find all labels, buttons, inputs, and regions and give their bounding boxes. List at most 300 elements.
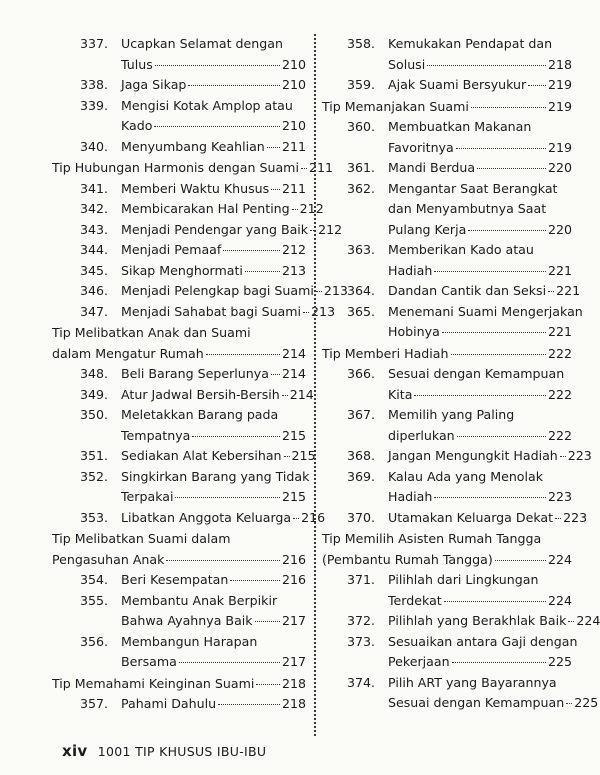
- dot-leader: [271, 189, 280, 190]
- toc-entry[interactable]: [322, 158, 572, 179]
- entry-title: Sesuai dengan Kemampuan: [388, 695, 565, 710]
- entry-title: Jangan Mengungkit Hadiah: [388, 448, 558, 463]
- entry-title: Kado: [121, 118, 153, 133]
- entry-body: [121, 591, 306, 632]
- entry-title: Menemani Suami Mengerjakan: [388, 303, 583, 319]
- page-ref: 212: [281, 242, 306, 257]
- entry-title: Pulang Kerja: [388, 221, 467, 237]
- section-line: [322, 550, 572, 571]
- entry-title: Memberi Waktu Khusus: [121, 180, 270, 196]
- dot-leader: [414, 395, 546, 396]
- toc-entry[interactable]: [322, 364, 572, 405]
- entry-body: [121, 467, 310, 508]
- section-heading[interactable]: [322, 344, 572, 365]
- section-title: Tip Memberi Hadiah: [322, 345, 449, 361]
- dot-leader: [451, 354, 546, 355]
- section-line: [322, 344, 572, 365]
- dot-leader: [155, 65, 280, 66]
- dot-leader: [442, 332, 546, 333]
- entry-title: Menjadi Pendengar yang Baik: [121, 221, 309, 237]
- entry-body: [388, 632, 578, 673]
- entry-line: [388, 673, 572, 694]
- page-ref: 212: [318, 221, 343, 237]
- entry-title: Pilihlah yang Berakhlak Baik: [388, 613, 567, 628]
- entry-title: diperlukan: [388, 427, 455, 443]
- toc-entry[interactable]: [52, 694, 306, 715]
- page-ref: 224: [576, 613, 600, 628]
- entry-title: Kalau Ada yang Menolak: [388, 468, 544, 484]
- dot-leader: [495, 560, 546, 561]
- entry-body: [121, 632, 306, 673]
- page-ref: 217: [281, 613, 306, 628]
- section-title: Tip Melibatkan Suami dalam: [52, 531, 231, 546]
- toc-entry[interactable]: [52, 220, 343, 241]
- entry-number: 374.: [346, 674, 375, 690]
- toc-entry[interactable]: [52, 281, 348, 302]
- dot-leader: [434, 497, 546, 498]
- dot-leader: [255, 621, 280, 622]
- toc-entry[interactable]: [52, 591, 306, 632]
- entry-number: 351.: [79, 448, 108, 463]
- dot-leader: [293, 518, 299, 519]
- column-divider: [314, 34, 316, 736]
- toc-entry[interactable]: [322, 632, 578, 673]
- page-ref: 216: [281, 572, 306, 587]
- entry-number: 361.: [346, 160, 375, 175]
- page-ref: 218: [281, 675, 306, 691]
- dot-leader: [568, 621, 574, 622]
- entry-line: [388, 322, 572, 343]
- dot-leader: [179, 662, 280, 663]
- entry-number: 371.: [346, 572, 375, 587]
- entry-number: 340.: [79, 138, 108, 154]
- toc-entry[interactable]: [322, 75, 572, 96]
- toc-entry[interactable]: [52, 240, 306, 261]
- dot-leader: [245, 271, 280, 272]
- section-title: Tip Hubungan Harmonis dengan Suami: [52, 160, 299, 175]
- entry-number: 357.: [79, 696, 108, 711]
- entry-line: [121, 261, 306, 282]
- section-title: Tip Memilih Asisten Rumah Tangga: [322, 531, 542, 546]
- entry-body: [388, 117, 572, 158]
- entry-line: [388, 34, 572, 55]
- toc-entry[interactable]: [322, 302, 583, 343]
- entry-title: Ajak Suami Bersyukur: [388, 77, 527, 92]
- toc-entry[interactable]: [52, 179, 306, 200]
- toc-entry[interactable]: [52, 75, 306, 96]
- entry-title: Tempatnya: [121, 427, 191, 443]
- toc-left-column: [52, 34, 348, 715]
- section-title: (Pembantu Rumah Tangga): [322, 551, 493, 567]
- entry-number: 373.: [346, 633, 375, 649]
- section-heading[interactable]: [52, 674, 306, 695]
- entry-title: Terdekat: [388, 592, 442, 608]
- section-title: dalam Mengatur Rumah: [52, 345, 204, 361]
- page-ref: 218: [281, 696, 306, 711]
- entry-number: 346.: [79, 283, 108, 298]
- entry-title: Mengisi Kotak Amplop atau: [121, 97, 293, 113]
- page-ref: 222: [547, 345, 572, 361]
- toc-entry[interactable]: [52, 385, 314, 406]
- dot-leader: [427, 65, 546, 66]
- entry-line: [121, 632, 306, 653]
- dot-leader: [477, 168, 546, 169]
- toc-entry[interactable]: [52, 446, 316, 467]
- entry-body: [121, 694, 306, 715]
- section-line: [52, 529, 306, 550]
- entry-body: [121, 405, 306, 446]
- entry-line: [388, 487, 572, 508]
- entry-line: [388, 632, 578, 653]
- page-ref: 216: [281, 551, 306, 567]
- page-ref: 216: [301, 509, 326, 525]
- page-ref: 219: [547, 77, 572, 92]
- entry-title: Kemukakan Pendapat dan: [388, 36, 553, 51]
- entry-body: [388, 673, 599, 714]
- entry-number: 341.: [79, 180, 108, 196]
- entry-title: Jaga Sikap: [121, 77, 187, 92]
- entry-number: 363.: [346, 242, 375, 257]
- entry-title: dan Menyambutnya Saat: [388, 201, 547, 216]
- toc-entry[interactable]: [52, 405, 306, 446]
- entry-body: [121, 364, 306, 385]
- entry-line: [388, 138, 572, 159]
- dot-leader: [468, 230, 546, 231]
- dot-leader: [548, 291, 554, 292]
- entry-title: Singkirkan Barang yang Tidak: [121, 468, 310, 484]
- entry-number: 367.: [346, 407, 375, 422]
- toc-entry[interactable]: [52, 632, 306, 673]
- page-ref: 224: [547, 592, 572, 608]
- toc-entry[interactable]: [322, 673, 599, 714]
- entry-body: [388, 179, 572, 241]
- toc-entry[interactable]: [52, 96, 306, 137]
- dot-leader: [267, 147, 280, 148]
- section-heading[interactable]: [52, 529, 306, 570]
- entry-title: Dandan Cantik dan Seksi: [388, 283, 547, 298]
- entry-line: [121, 116, 306, 137]
- dot-leader: [188, 85, 280, 86]
- toc-entry[interactable]: [322, 179, 572, 241]
- page-ref: 214: [281, 366, 306, 381]
- entry-body: [388, 611, 600, 632]
- entry-line: [388, 302, 583, 323]
- page-ref: 214: [289, 386, 314, 402]
- entry-line: [121, 281, 348, 302]
- toc-entry[interactable]: [52, 261, 306, 282]
- toc-entry[interactable]: [322, 240, 572, 281]
- toc-entry[interactable]: [52, 467, 310, 508]
- entry-line: [388, 508, 588, 529]
- entry-line: [388, 281, 581, 302]
- section-line: [322, 529, 572, 550]
- entry-title: Sesuai dengan Kemampuan: [388, 366, 565, 381]
- entry-body: [121, 137, 306, 158]
- entry-number: 348.: [79, 366, 108, 381]
- entry-title: Sesuaikan antara Gaji dengan: [388, 633, 578, 649]
- entry-body: [388, 405, 572, 446]
- page-ref: 218: [547, 56, 572, 72]
- dot-leader: [206, 354, 280, 355]
- entry-body: [388, 240, 572, 281]
- entry-line: [121, 137, 306, 158]
- entry-number: 364.: [346, 283, 375, 298]
- dot-leader: [555, 518, 561, 519]
- entry-number: 365.: [346, 303, 375, 319]
- entry-title: Menyumbang Keahlian: [121, 138, 265, 154]
- dot-leader: [154, 126, 279, 127]
- dot-leader: [566, 703, 572, 704]
- dot-leader: [175, 497, 279, 498]
- entry-title: Kita: [388, 386, 413, 402]
- entry-number: 343.: [79, 221, 108, 237]
- dot-leader: [284, 456, 290, 457]
- page-ref: 221: [547, 324, 572, 339]
- entry-line: [121, 302, 336, 323]
- toc-entry[interactable]: [322, 281, 581, 302]
- dot-leader: [282, 395, 288, 396]
- entry-body: [121, 385, 314, 406]
- entry-number: 339.: [79, 97, 108, 113]
- entry-line: [388, 467, 572, 488]
- entry-body: [388, 364, 572, 405]
- dot-leader: [256, 684, 280, 685]
- dot-leader: [452, 662, 546, 663]
- entry-number: 350.: [79, 407, 108, 422]
- entry-line: [388, 220, 572, 241]
- entry-title: Sediakan Alat Kebersihan: [121, 448, 282, 463]
- toc-entry[interactable]: [322, 508, 588, 529]
- section-line: [52, 344, 306, 365]
- toc-entry[interactable]: [52, 199, 324, 220]
- page-ref: 223: [567, 448, 592, 463]
- entry-line: [121, 55, 306, 76]
- toc-entry[interactable]: [52, 137, 306, 158]
- entry-title: Hobinya: [388, 324, 440, 339]
- entry-title: Beri Kesempatan: [121, 572, 229, 587]
- section-title: Tip Memanjakan Suami: [322, 98, 469, 114]
- entry-body: [121, 96, 306, 137]
- page-ref: 225: [547, 654, 572, 669]
- page-ref: 211: [281, 180, 306, 196]
- entry-title: Pahami Dahulu: [121, 696, 217, 711]
- entry-number: 338.: [79, 77, 108, 92]
- entry-body: [121, 75, 306, 96]
- section-heading[interactable]: [52, 323, 306, 364]
- entry-title: Terpakai: [121, 489, 174, 504]
- page-ref: 224: [547, 551, 572, 567]
- entry-line: [388, 117, 572, 138]
- entry-title: Memberikan Kado atau: [388, 242, 534, 257]
- entry-line: [388, 570, 572, 591]
- entry-number: 337.: [79, 36, 108, 51]
- entry-line: [388, 652, 572, 673]
- toc-entry[interactable]: [52, 508, 326, 529]
- dot-leader: [434, 271, 546, 272]
- section-line: [52, 550, 306, 571]
- entry-title: Pilihlah dari Lingkungan: [388, 572, 539, 587]
- toc-entry[interactable]: [52, 302, 336, 323]
- entry-line: [388, 75, 572, 96]
- entry-line: [121, 385, 314, 406]
- toc-entry[interactable]: [322, 446, 592, 467]
- entry-title: Pilih ART yang Bayarannya: [388, 674, 557, 690]
- entry-number: 369.: [346, 468, 375, 484]
- section-line: [322, 97, 572, 118]
- toc-entry[interactable]: [322, 34, 572, 75]
- dot-leader: [218, 704, 280, 705]
- page-number: xiv: [62, 742, 88, 760]
- dot-leader: [560, 456, 566, 457]
- entry-body: [121, 281, 348, 302]
- page-ref: 214: [281, 345, 306, 361]
- page-ref: 222: [547, 386, 572, 402]
- page-ref: 221: [547, 262, 572, 278]
- entry-title: Tulus: [121, 56, 153, 72]
- toc-entry[interactable]: [52, 364, 306, 385]
- dot-leader: [230, 580, 280, 581]
- entry-title: Bersama: [121, 654, 177, 669]
- book-title: 1001 TIP KHUSUS IBU-IBU: [97, 744, 267, 759]
- entry-number: 356.: [79, 633, 108, 649]
- section-title: Pengasuhan Anak: [52, 551, 165, 567]
- dot-leader: [528, 85, 546, 86]
- entry-number: 344.: [79, 242, 108, 257]
- page-ref: 222: [547, 427, 572, 443]
- entry-number: 372.: [346, 613, 375, 628]
- entry-body: [121, 570, 306, 591]
- toc-entry[interactable]: [322, 467, 572, 508]
- dot-leader: [271, 374, 280, 375]
- entry-line: [121, 220, 343, 241]
- entry-number: 370.: [346, 509, 375, 525]
- entry-title: Membicarakan Hal Penting: [121, 201, 290, 216]
- entry-title: Libatkan Anggota Keluarga: [121, 509, 292, 525]
- entry-title: Menjadi Sahabat bagi Suami: [121, 303, 302, 319]
- entry-line: [388, 591, 572, 612]
- entry-line: [121, 364, 306, 385]
- entry-line: [388, 426, 572, 447]
- entry-line: [121, 652, 306, 673]
- entry-number: 355.: [79, 592, 108, 608]
- entry-line: [388, 261, 572, 282]
- entry-title: Pekerjaan: [388, 654, 450, 669]
- entry-title: Mengantar Saat Berangkat: [388, 180, 558, 196]
- entry-body: [121, 261, 306, 282]
- dot-leader: [457, 436, 546, 437]
- toc-entry[interactable]: [322, 117, 572, 158]
- entry-title: Hadiah: [388, 262, 433, 278]
- entry-number: 345.: [79, 262, 108, 278]
- entry-title: Utamakan Keluarga Dekat: [388, 509, 554, 525]
- page-ref: 211: [308, 160, 333, 175]
- section-heading[interactable]: [52, 158, 333, 179]
- entry-title: Favoritnya: [388, 139, 454, 155]
- entry-line: [388, 158, 572, 179]
- entry-line: [121, 199, 324, 220]
- entry-title: Membantu Anak Berpikir: [121, 592, 278, 608]
- entry-body: [388, 446, 592, 467]
- section-heading[interactable]: [322, 97, 572, 118]
- entry-line: [388, 364, 572, 385]
- dot-leader: [301, 168, 307, 169]
- entry-number: 354.: [79, 572, 108, 587]
- entry-title: Membangun Harapan: [121, 633, 258, 649]
- entry-title: Menjadi Pemaaf: [121, 242, 222, 257]
- entry-line: [388, 199, 572, 220]
- entry-title: Beli Barang Seperlunya: [121, 366, 269, 381]
- toc-entry[interactable]: [52, 34, 306, 75]
- page-ref: 210: [281, 118, 306, 133]
- entry-number: 349.: [79, 386, 108, 402]
- toc-right-column: [322, 34, 600, 714]
- entry-line: [121, 591, 306, 612]
- toc-entry[interactable]: [322, 570, 572, 611]
- dot-leader: [292, 209, 298, 210]
- entry-title: Bahwa Ayahnya Baik: [121, 613, 253, 628]
- entry-number: 368.: [346, 448, 375, 463]
- page-ref: 223: [547, 489, 572, 504]
- entry-title: Mandi Berdua: [388, 160, 476, 175]
- entry-body: [388, 508, 588, 529]
- section-heading[interactable]: [322, 529, 572, 570]
- dot-leader: [303, 312, 309, 313]
- entry-body: [121, 508, 326, 529]
- entry-body: [388, 570, 572, 611]
- entry-body: [121, 199, 324, 220]
- entry-line: [121, 426, 306, 447]
- entry-line: [388, 179, 572, 200]
- page-ref: 215: [281, 427, 306, 443]
- dot-leader: [192, 436, 280, 437]
- entry-body: [121, 302, 336, 323]
- entry-body: [388, 158, 572, 179]
- entry-title: Hadiah: [388, 489, 433, 504]
- dot-leader: [166, 560, 280, 561]
- entry-body: [121, 220, 343, 241]
- entry-body: [388, 467, 572, 508]
- entry-title: Atur Jadwal Bersih-Bersih: [121, 386, 280, 402]
- toc-entry[interactable]: [322, 405, 572, 446]
- page-ref: 210: [281, 56, 306, 72]
- entry-number: 352.: [79, 468, 108, 484]
- entry-line: [121, 611, 306, 632]
- entry-line: [121, 75, 306, 96]
- page-ref: 219: [547, 139, 572, 155]
- entry-body: [121, 34, 306, 75]
- entry-body: [121, 240, 306, 261]
- entry-line: [388, 693, 599, 714]
- page-ref: 221: [556, 283, 581, 298]
- entry-title: Menjadi Pelengkap bagi Suami: [121, 283, 314, 298]
- toc-entry[interactable]: [52, 570, 306, 591]
- section-line: [52, 158, 333, 179]
- page-ref: 225: [574, 695, 599, 710]
- toc-entry[interactable]: [322, 611, 600, 632]
- entry-line: [121, 446, 316, 467]
- entry-line: [121, 508, 326, 529]
- entry-title: Sikap Menghormati: [121, 262, 243, 278]
- section-title: Tip Melibatkan Anak dan Suami: [52, 325, 251, 340]
- entry-number: 366.: [346, 366, 375, 381]
- entry-line: [121, 570, 306, 591]
- dot-leader: [444, 601, 546, 602]
- entry-line: [121, 405, 306, 426]
- dot-leader: [456, 148, 546, 149]
- page-ref: 220: [547, 160, 572, 175]
- section-line: [52, 323, 306, 344]
- entry-number: 342.: [79, 201, 108, 216]
